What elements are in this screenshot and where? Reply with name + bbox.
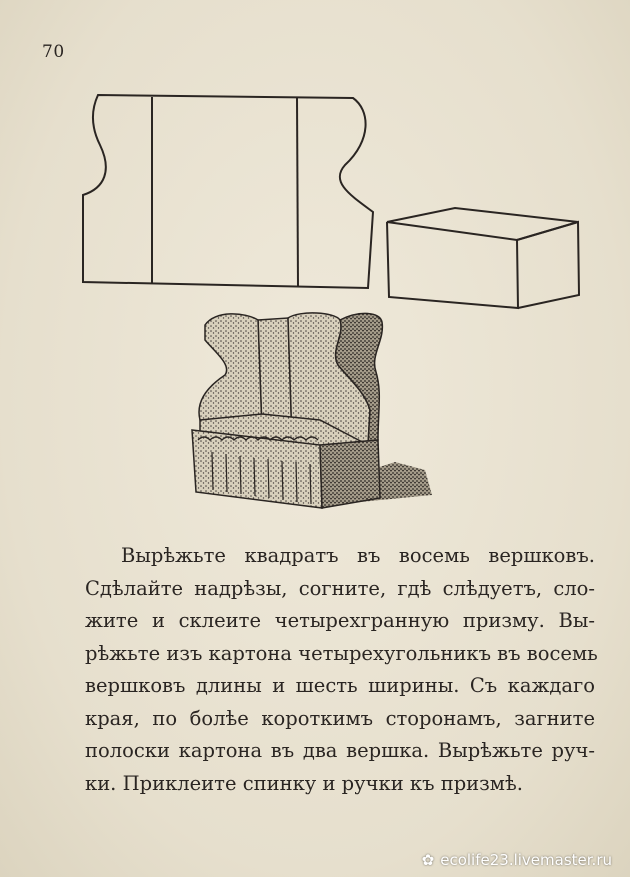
text-line: вершковъ длины и шесть ширины. Съ каждаго [85,674,595,697]
watermark-text: ecolife23.livemaster.ru [440,851,612,869]
watermark [422,851,612,869]
text-line: рѣжьте изъ картона четырехугольникъ въ восемь [85,641,598,665]
armchair-model-icon [192,313,432,508]
flat-pattern-icon [83,95,373,288]
text-line: Вырѣжьте квадратъ въ восемь вершковъ. [121,544,595,567]
instructions-paragraph [85,540,598,800]
text-line: ки. Приклеите спинку и ручки къ призмѣ. [85,771,523,795]
text-line: Сдѣлайте надрѣзы, согните, гдѣ слѣдуетъ, сло- [85,576,595,600]
text-line: жите и склеите четырехгранную призму. Вы- [85,609,595,632]
text-line: полоски картона въ два вершка. Вырѣжьте руч- [85,739,595,762]
text-line: края, по болѣе короткимъ сторонамъ, загните [85,706,595,730]
flower-logo-icon: ✿ [421,851,435,869]
box-prism-icon [387,208,579,308]
page-number: 70 [42,42,65,62]
